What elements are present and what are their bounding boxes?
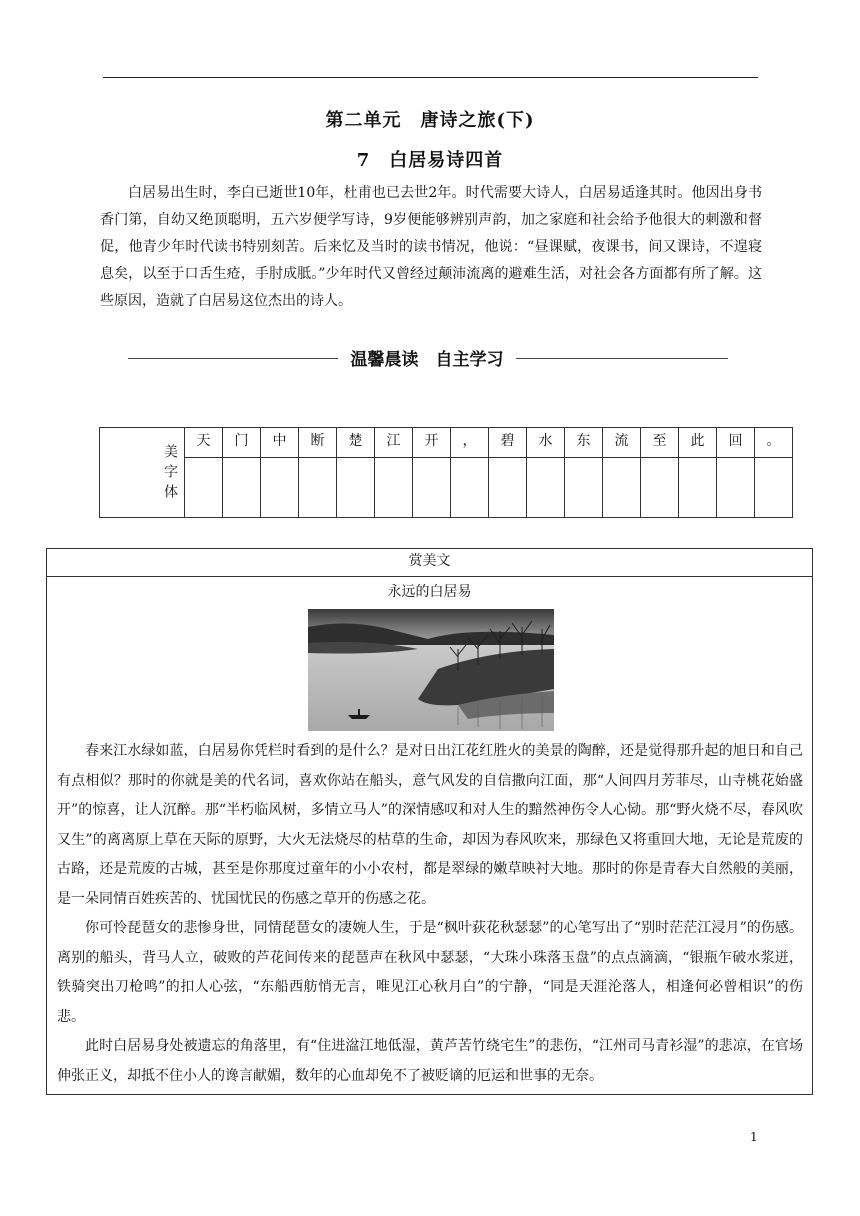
practice-cell[interactable]	[451, 458, 489, 518]
top-rule	[103, 77, 758, 78]
appreciation-box	[46, 548, 813, 1095]
practice-cell[interactable]	[375, 458, 413, 518]
char-cell: 水	[527, 428, 565, 458]
practice-cell[interactable]	[185, 458, 223, 518]
section-rule-right	[516, 358, 728, 359]
calligraphy-row-label: 美字体	[100, 428, 185, 518]
char-cell: 。	[755, 428, 793, 458]
char-cell: 碧	[489, 428, 527, 458]
section-label: 温馨晨读 自主学习	[350, 350, 504, 370]
section-header	[128, 345, 728, 371]
calligraphy-table	[99, 427, 793, 518]
practice-cell[interactable]	[413, 458, 451, 518]
char-cell: 断	[299, 428, 337, 458]
practice-cell[interactable]	[717, 458, 755, 518]
practice-cell[interactable]	[755, 458, 793, 518]
practice-cell[interactable]	[261, 458, 299, 518]
char-cell: 东	[565, 428, 603, 458]
practice-cell[interactable]	[337, 458, 375, 518]
practice-cell[interactable]	[603, 458, 641, 518]
unit-title: 第二单元 唐诗之旅(下)	[325, 110, 535, 131]
char-cell: 天	[185, 428, 223, 458]
essay-body	[57, 737, 803, 1091]
calligraphy-practice-row	[100, 458, 793, 518]
char-cell: 回	[717, 428, 755, 458]
essay-title: 永远的白居易	[387, 584, 472, 600]
char-cell: 中	[261, 428, 299, 458]
practice-cell[interactable]	[679, 458, 717, 518]
essay-paragraph: 此时白居易身处被遗忘的角落里，有“住进湓江地低湿，黄芦苦竹绕宅生”的悲伤，“江州司马青衫湿”的悲凉，在官场伸张正义，却抵不住小人的谗言献媚，数年的心血却免不了被贬谪的厄运和世事的无奈。	[57, 1038, 803, 1084]
practice-cell[interactable]	[527, 458, 565, 518]
practice-cell[interactable]	[223, 458, 261, 518]
lesson-title: 7 白居易诗四首	[356, 150, 504, 171]
char-cell: 门	[223, 428, 261, 458]
char-cell: ，	[451, 428, 489, 458]
essay-paragraph: 春来江水绿如蓝，白居易你凭栏时看到的是什么？是对日出江花红胜火的美景的陶醉，还是觉得那升起的旭日和自己有点相似？那时的你就是美的代名词，喜欢你站在船头，意气风发的自信撒向江面，那“人间四月芳菲尽，山寺桃花始盛开”的惊喜，让人沉醉。那“半朽临风树，多情立马人”的深情感叹和对人生的黯然神伤令人心恸。那“野火烧不尽，春风吹又生”的离离原上草在天际的原野，大火无法烧尽的枯草的生命，却因为春风吹来，那绿色又将重回大地，无论是荒废的古路，还是荒废的古城，甚至是你那度过童年的小小农村，都是翠绿的嫩草映衬大地。那时的你是青春大自然般的美丽，是一朵同情百姓疾苦的、忧国忧民的伤感之草开的伤感之花。	[57, 743, 803, 907]
char-cell: 楚	[337, 428, 375, 458]
appreciation-header: 赏美文	[47, 549, 812, 577]
landscape-photo	[308, 609, 554, 731]
char-cell: 江	[375, 428, 413, 458]
practice-cell[interactable]	[489, 458, 527, 518]
char-cell: 此	[679, 428, 717, 458]
intro-paragraph: 白居易出生时，李白已逝世10年，杜甫也已去世2年。时代需要大诗人，白居易适逢其时。他因出身书香门第，自幼又绝顶聪明，五六岁便学写诗，9岁便能够辨别声韵，加之家庭和社会给予他很大的刺激和督促，他青少年时代读书特别刻苦。后来忆及当时的读书情况，他说：“昼课赋，夜课书，间又课诗，不遑寝息矣，以至于口舌生疮，手肘成胝。”少年时代又曾经过颠沛流离的避难生活，对社会各方面都有所了解。这些原因，造就了白居易这位杰出的诗人。	[100, 185, 762, 309]
calligraphy-char-row	[100, 428, 793, 458]
char-cell: 流	[603, 428, 641, 458]
section-rule-left	[128, 358, 338, 359]
char-cell: 开	[413, 428, 451, 458]
char-cell: 至	[641, 428, 679, 458]
essay-paragraph: 你可怜琵琶女的悲惨身世，同情琵琶女的凄婉人生，于是“枫叶荻花秋瑟瑟”的心笔写出了“别时茫茫江浸月”的伤感。离别的船头，背马人立，破败的芦花间传来的琵琶声在秋风中瑟瑟，“大珠小珠落玉盘”的点点滴滴，“银瓶乍破水浆迸，铁骑突出刀枪鸣”的扣人心弦，“东船西舫悄无言，唯见江心秋月白”的宁静，“同是天涯沦落人，相逢何必曾相识”的伤悲。	[57, 920, 803, 1025]
page-number: 1	[750, 1130, 758, 1144]
practice-cell[interactable]	[565, 458, 603, 518]
practice-cell[interactable]	[641, 458, 679, 518]
practice-cell[interactable]	[299, 458, 337, 518]
